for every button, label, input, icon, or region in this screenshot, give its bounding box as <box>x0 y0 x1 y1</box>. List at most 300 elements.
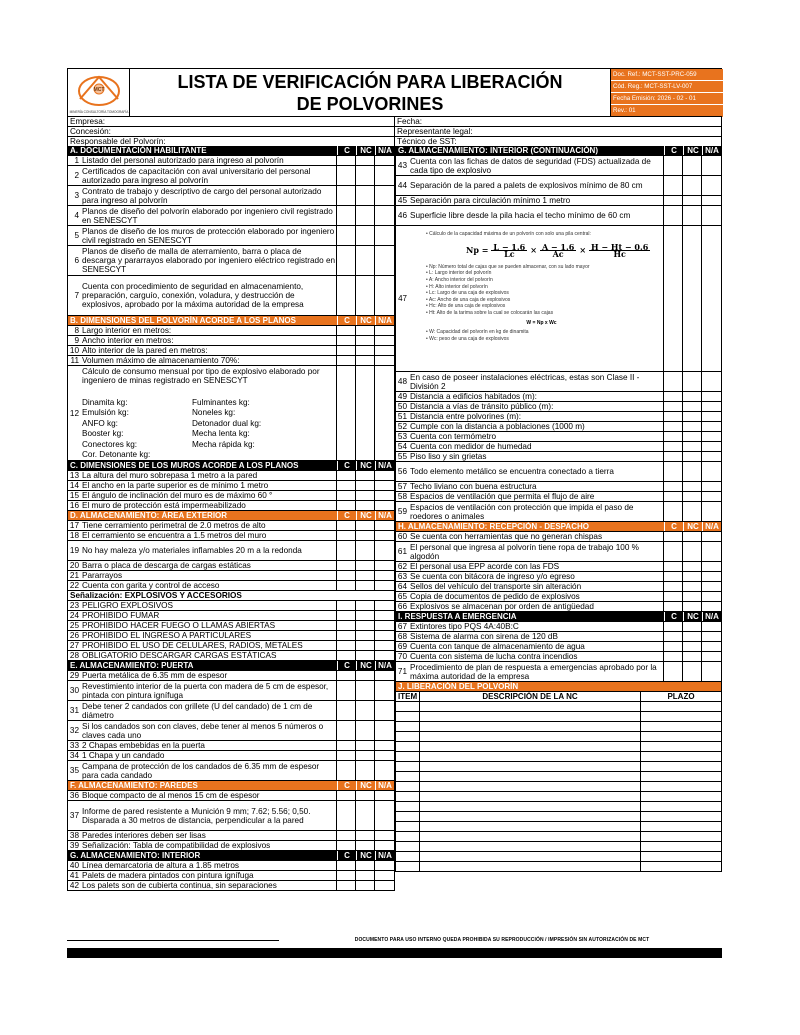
c-checkbox[interactable] <box>664 226 683 371</box>
na-checkbox[interactable] <box>375 356 394 365</box>
description-cell[interactable] <box>420 742 641 751</box>
description-cell[interactable] <box>420 802 641 811</box>
c-checkbox[interactable] <box>664 582 683 591</box>
na-checkbox[interactable] <box>375 871 394 880</box>
na-checkbox[interactable] <box>375 601 394 610</box>
na-checkbox[interactable] <box>375 571 394 580</box>
na-checkbox[interactable] <box>702 452 721 461</box>
checklist-row <box>395 532 722 542</box>
na-checkbox[interactable] <box>375 791 394 800</box>
na-checkbox[interactable] <box>702 176 721 195</box>
representante-field[interactable]: Representante legal: <box>395 127 721 137</box>
na-checkbox[interactable] <box>375 631 394 640</box>
c-checkbox[interactable] <box>664 206 683 225</box>
nc-checkbox[interactable] <box>356 881 375 890</box>
kg-field-right[interactable]: Detonador dual kg: <box>192 418 262 428</box>
item-cell[interactable] <box>396 782 420 791</box>
c-checkbox[interactable] <box>664 652 683 661</box>
formula-legend-item: • A: Ancho interior del polvorín <box>426 276 493 283</box>
na-checkbox[interactable] <box>702 392 721 401</box>
description-cell[interactable] <box>420 762 641 771</box>
checklist-row <box>395 372 722 392</box>
nc-checkbox[interactable] <box>683 432 702 441</box>
nc-checkbox[interactable] <box>356 326 375 335</box>
checklist-row <box>395 206 722 226</box>
nc-checkbox[interactable] <box>683 482 702 491</box>
na-checkbox[interactable] <box>375 641 394 650</box>
item-cell[interactable] <box>396 722 420 731</box>
na-checkbox[interactable] <box>702 462 721 481</box>
c-checkbox[interactable] <box>664 372 683 391</box>
nc-checkbox[interactable] <box>356 491 375 500</box>
nc-checkbox[interactable] <box>356 721 375 740</box>
plazo-cell[interactable] <box>641 712 721 721</box>
na-checkbox[interactable] <box>375 226 394 245</box>
na-checkbox[interactable] <box>375 491 394 500</box>
c-checkbox[interactable] <box>664 502 683 521</box>
na-checkbox[interactable] <box>375 481 394 490</box>
nc-checkbox[interactable] <box>356 156 375 165</box>
na-checkbox[interactable] <box>702 562 721 571</box>
na-checkbox[interactable] <box>375 881 394 890</box>
nc-checkbox[interactable] <box>356 581 375 590</box>
nc-checkbox[interactable] <box>356 346 375 355</box>
c-checkbox[interactable] <box>337 801 356 830</box>
nc-checkbox[interactable] <box>356 641 375 650</box>
c-checkbox[interactable] <box>337 881 356 890</box>
na-checkbox[interactable] <box>702 402 721 411</box>
description-cell[interactable] <box>420 752 641 761</box>
c-checkbox[interactable] <box>337 531 356 540</box>
nc-checkbox[interactable] <box>683 442 702 451</box>
section-header-i <box>395 612 722 622</box>
kg-field-right[interactable]: Fulminantes kg: <box>192 398 250 407</box>
plazo-cell[interactable] <box>641 832 721 841</box>
plazo-cell[interactable] <box>641 852 721 861</box>
nc-checkbox[interactable] <box>356 166 375 185</box>
plazo-cell[interactable] <box>641 842 721 851</box>
plazo-cell[interactable] <box>641 782 721 791</box>
plazo-cell[interactable] <box>641 752 721 761</box>
description-cell[interactable] <box>420 712 641 721</box>
na-checkbox[interactable] <box>702 652 721 661</box>
c-checkbox[interactable] <box>337 601 356 610</box>
na-checkbox[interactable] <box>702 226 721 371</box>
na-checkbox[interactable] <box>702 156 721 175</box>
na-checkbox[interactable] <box>702 632 721 641</box>
item-cell[interactable] <box>396 822 420 831</box>
nc-checkbox[interactable] <box>356 246 375 275</box>
item-number: 20 <box>69 561 79 570</box>
nc-checkbox[interactable] <box>683 412 702 421</box>
nc-checkbox[interactable] <box>683 206 702 225</box>
c-checkbox[interactable] <box>337 641 356 650</box>
nc-checkbox[interactable] <box>683 572 702 581</box>
na-checkbox[interactable] <box>702 206 721 225</box>
nc-checkbox[interactable] <box>683 502 702 521</box>
description-cell[interactable] <box>420 812 641 821</box>
item-text: Cálculo de consumo mensual por tipo de explosivo elaborado por ingeniero de minas registrado en SENESCYT <box>82 367 320 385</box>
c-checkbox[interactable] <box>337 276 356 315</box>
c-checkbox[interactable] <box>337 326 356 335</box>
kg-field-left[interactable]: Emulsión kg: <box>82 408 129 418</box>
na-checkbox[interactable] <box>375 801 394 830</box>
item-text: Planos de diseño de los muros de protección elaborado por ingeniero civil registrado en SENESCYT <box>80 226 337 245</box>
c-checkbox[interactable] <box>337 366 356 460</box>
kg-field-left[interactable]: ANFO kg: <box>82 418 118 428</box>
nc-checkbox[interactable] <box>683 196 702 205</box>
c-checkbox[interactable] <box>664 592 683 601</box>
na-checkbox[interactable] <box>375 541 394 560</box>
na-checkbox[interactable] <box>702 602 721 611</box>
na-checkbox[interactable] <box>375 621 394 630</box>
checklist-row <box>67 721 395 741</box>
item-cell[interactable] <box>396 862 420 871</box>
c-checkbox[interactable] <box>664 432 683 441</box>
item-cell[interactable] <box>396 732 420 741</box>
col-header-nc: NC <box>356 316 375 325</box>
c-checkbox[interactable] <box>337 631 356 640</box>
item-cell[interactable] <box>396 792 420 801</box>
c-checkbox[interactable] <box>337 671 356 680</box>
item-cell[interactable] <box>396 772 420 781</box>
kg-field-left[interactable]: Dinamita kg: <box>82 398 128 407</box>
na-checkbox[interactable] <box>375 671 394 680</box>
nc-checkbox[interactable] <box>683 562 702 571</box>
c-checkbox[interactable] <box>337 226 356 245</box>
na-checkbox[interactable] <box>375 166 394 185</box>
item-cell[interactable] <box>396 762 420 771</box>
c-checkbox[interactable] <box>664 622 683 631</box>
nc-checkbox[interactable] <box>356 611 375 620</box>
c-checkbox[interactable] <box>337 356 356 365</box>
item-cell[interactable] <box>396 852 420 861</box>
na-checkbox[interactable] <box>702 412 721 421</box>
nc-checkbox[interactable] <box>683 452 702 461</box>
na-checkbox[interactable] <box>375 206 394 225</box>
item-cell[interactable] <box>396 712 420 721</box>
plazo-cell[interactable] <box>641 792 721 801</box>
nc-checkbox[interactable] <box>683 462 702 481</box>
c-checkbox[interactable] <box>664 156 683 175</box>
plazo-cell[interactable] <box>641 762 721 771</box>
item-cell[interactable] <box>396 742 420 751</box>
na-checkbox[interactable] <box>375 276 394 315</box>
plazo-cell[interactable] <box>641 732 721 741</box>
description-cell[interactable] <box>420 862 641 871</box>
nc-checkbox[interactable] <box>683 632 702 641</box>
item-cell[interactable] <box>396 842 420 851</box>
nc-checkbox[interactable] <box>683 602 702 611</box>
na-checkbox[interactable] <box>375 561 394 570</box>
nc-checkbox[interactable] <box>356 681 375 700</box>
c-checkbox[interactable] <box>664 402 683 411</box>
c-checkbox[interactable] <box>337 491 356 500</box>
na-checkbox[interactable] <box>375 156 394 165</box>
c-checkbox[interactable] <box>337 471 356 480</box>
nc-checkbox[interactable] <box>683 392 702 401</box>
nc-checkbox[interactable] <box>356 861 375 870</box>
na-checkbox[interactable] <box>702 542 721 561</box>
plazo-cell[interactable] <box>641 772 721 781</box>
nc-checkbox[interactable] <box>356 761 375 780</box>
c-checkbox[interactable] <box>337 571 356 580</box>
c-checkbox[interactable] <box>664 462 683 481</box>
nc-checkbox[interactable] <box>356 501 375 510</box>
na-checkbox[interactable] <box>375 581 394 590</box>
na-checkbox[interactable] <box>375 861 394 870</box>
c-checkbox[interactable] <box>664 542 683 561</box>
description-cell[interactable] <box>420 782 641 791</box>
plazo-cell[interactable] <box>641 742 721 751</box>
kg-field-left[interactable]: Booster kg: <box>82 429 124 439</box>
na-checkbox[interactable] <box>375 751 394 760</box>
nc-checkbox[interactable] <box>683 402 702 411</box>
nc-checkbox[interactable] <box>356 571 375 580</box>
item-number: 56 <box>397 467 407 476</box>
nc-checkbox[interactable] <box>683 622 702 631</box>
nc-checkbox[interactable] <box>683 582 702 591</box>
na-checkbox[interactable] <box>702 492 721 501</box>
c-checkbox[interactable] <box>337 246 356 275</box>
plazo-cell[interactable] <box>641 822 721 831</box>
responsable-field[interactable]: Responsable del Polvorín: <box>68 137 394 147</box>
description-cell[interactable] <box>420 722 641 731</box>
c-checkbox[interactable] <box>337 761 356 780</box>
na-checkbox[interactable] <box>702 642 721 651</box>
c-checkbox[interactable] <box>337 791 356 800</box>
nc-checkbox[interactable] <box>356 801 375 830</box>
c-checkbox[interactable] <box>337 336 356 345</box>
na-checkbox[interactable] <box>375 501 394 510</box>
na-checkbox[interactable] <box>702 432 721 441</box>
description-cell[interactable] <box>420 842 641 851</box>
item-cell[interactable] <box>396 702 420 711</box>
na-checkbox[interactable] <box>375 366 394 460</box>
nc-checkbox[interactable] <box>356 621 375 630</box>
item-cell[interactable] <box>396 752 420 761</box>
kg-field-right[interactable]: Mecha lenta kg: <box>192 429 250 439</box>
c-checkbox[interactable] <box>337 721 356 740</box>
c-checkbox[interactable] <box>337 871 356 880</box>
c-checkbox[interactable] <box>664 392 683 401</box>
description-cell[interactable] <box>420 852 641 861</box>
na-checkbox[interactable] <box>375 741 394 750</box>
na-checkbox[interactable] <box>375 611 394 620</box>
nc-checkbox[interactable] <box>683 592 702 601</box>
c-checkbox[interactable] <box>337 346 356 355</box>
nc-checkbox[interactable] <box>356 561 375 570</box>
c-checkbox[interactable] <box>664 442 683 451</box>
na-checkbox[interactable] <box>375 831 394 840</box>
c-checkbox[interactable] <box>337 701 356 720</box>
c-checkbox[interactable] <box>337 751 356 760</box>
na-checkbox[interactable] <box>375 681 394 700</box>
c-checkbox[interactable] <box>664 632 683 641</box>
plazo-cell[interactable] <box>641 802 721 811</box>
na-checkbox[interactable] <box>375 246 394 275</box>
nc-checkbox[interactable] <box>356 521 375 530</box>
kg-field-right[interactable] <box>192 450 336 459</box>
c-checkbox[interactable] <box>664 602 683 611</box>
description-cell[interactable] <box>420 772 641 781</box>
c-checkbox[interactable] <box>664 562 683 571</box>
plazo-cell[interactable] <box>641 812 721 821</box>
liberation-row <box>395 792 722 802</box>
nc-checkbox[interactable] <box>683 542 702 561</box>
c-checkbox[interactable] <box>664 412 683 421</box>
c-checkbox[interactable] <box>337 681 356 700</box>
nc-checkbox[interactable] <box>683 532 702 541</box>
c-checkbox[interactable] <box>337 581 356 590</box>
c-checkbox[interactable] <box>337 541 356 560</box>
fecha-field[interactable]: Fecha: <box>395 117 721 127</box>
nc-checkbox[interactable] <box>356 186 375 205</box>
nc-checkbox[interactable] <box>356 751 375 760</box>
empresa-field[interactable]: Empresa: <box>68 117 394 127</box>
liberation-row <box>395 772 722 782</box>
nc-checkbox[interactable] <box>683 372 702 391</box>
plazo-cell[interactable] <box>641 702 721 711</box>
c-checkbox[interactable] <box>664 662 683 681</box>
nc-checkbox[interactable] <box>683 652 702 661</box>
nc-checkbox[interactable] <box>683 176 702 195</box>
item-cell[interactable] <box>396 812 420 821</box>
nc-checkbox[interactable] <box>356 841 375 850</box>
nc-checkbox[interactable] <box>356 831 375 840</box>
na-checkbox[interactable] <box>375 841 394 850</box>
c-checkbox[interactable] <box>337 741 356 750</box>
nc-checkbox[interactable] <box>683 492 702 501</box>
na-checkbox[interactable] <box>702 502 721 521</box>
c-checkbox[interactable] <box>664 452 683 461</box>
na-checkbox[interactable] <box>702 592 721 601</box>
nc-checkbox[interactable] <box>683 662 702 681</box>
c-checkbox[interactable] <box>337 861 356 870</box>
na-checkbox[interactable] <box>702 622 721 631</box>
c-checkbox[interactable] <box>337 831 356 840</box>
nc-checkbox[interactable] <box>356 631 375 640</box>
nc-checkbox[interactable] <box>356 741 375 750</box>
c-checkbox[interactable] <box>337 501 356 510</box>
nc-checkbox[interactable] <box>356 541 375 560</box>
c-checkbox[interactable] <box>337 611 356 620</box>
c-checkbox[interactable] <box>664 492 683 501</box>
c-checkbox[interactable] <box>664 482 683 491</box>
col-header-c: C <box>337 511 356 520</box>
na-checkbox[interactable] <box>375 531 394 540</box>
nc-checkbox[interactable] <box>356 471 375 480</box>
c-checkbox[interactable] <box>337 156 356 165</box>
na-checkbox[interactable] <box>702 662 721 681</box>
c-checkbox[interactable] <box>664 422 683 431</box>
item-cell[interactable] <box>396 832 420 841</box>
description-cell[interactable] <box>420 792 641 801</box>
c-checkbox[interactable] <box>664 196 683 205</box>
na-checkbox[interactable] <box>375 761 394 780</box>
na-checkbox[interactable] <box>702 582 721 591</box>
nc-checkbox[interactable] <box>356 601 375 610</box>
c-checkbox[interactable] <box>664 176 683 195</box>
c-checkbox[interactable] <box>337 166 356 185</box>
nc-checkbox[interactable] <box>683 226 702 371</box>
c-checkbox[interactable] <box>337 621 356 630</box>
na-checkbox[interactable] <box>375 521 394 530</box>
c-checkbox[interactable] <box>337 186 356 205</box>
description-cell[interactable] <box>420 832 641 841</box>
na-checkbox[interactable] <box>702 482 721 491</box>
nc-checkbox[interactable] <box>356 276 375 315</box>
tecnico-field[interactable]: Técnico de SST: <box>395 137 721 147</box>
nc-checkbox[interactable] <box>356 651 375 660</box>
nc-checkbox[interactable] <box>356 366 375 460</box>
plazo-cell[interactable] <box>641 862 721 871</box>
na-checkbox[interactable] <box>375 701 394 720</box>
nc-checkbox[interactable] <box>356 481 375 490</box>
na-checkbox[interactable] <box>702 196 721 205</box>
kg-field-right[interactable]: Mecha rápida kg: <box>192 439 255 449</box>
nc-checkbox[interactable] <box>683 642 702 651</box>
c-checkbox[interactable] <box>664 572 683 581</box>
na-checkbox[interactable] <box>375 336 394 345</box>
nc-checkbox[interactable] <box>683 422 702 431</box>
nc-checkbox[interactable] <box>356 671 375 680</box>
checklist-row <box>67 761 395 781</box>
c-checkbox[interactable] <box>337 206 356 225</box>
nc-checkbox[interactable] <box>356 336 375 345</box>
concesion-field[interactable]: Concesión: <box>68 127 394 137</box>
c-checkbox[interactable] <box>337 481 356 490</box>
na-checkbox[interactable] <box>375 346 394 355</box>
kg-field-right[interactable]: Noneles kg: <box>192 408 236 418</box>
checklist-row <box>395 196 722 206</box>
nc-checkbox[interactable] <box>356 226 375 245</box>
c-checkbox[interactable] <box>664 642 683 651</box>
c-checkbox[interactable] <box>337 651 356 660</box>
na-checkbox[interactable] <box>375 326 394 335</box>
kg-field-left[interactable]: Conectores kg: <box>82 439 138 449</box>
c-checkbox[interactable] <box>664 532 683 541</box>
na-checkbox[interactable] <box>702 422 721 431</box>
na-checkbox[interactable] <box>702 572 721 581</box>
na-checkbox[interactable] <box>375 471 394 480</box>
nc-checkbox[interactable] <box>356 871 375 880</box>
item-cell[interactable] <box>396 802 420 811</box>
description-cell[interactable] <box>420 822 641 831</box>
item-text: Bloque compacto de al menos 15 cm de espesor <box>80 791 337 800</box>
c-checkbox[interactable] <box>337 561 356 570</box>
na-checkbox[interactable] <box>375 186 394 205</box>
item-text: Tiene cerramiento perimetral de 2.0 metros de alto <box>80 521 337 530</box>
description-cell[interactable] <box>420 732 641 741</box>
kg-field-left[interactable]: Cor. Detonante kg: <box>82 449 151 459</box>
nc-checkbox[interactable] <box>356 531 375 540</box>
na-checkbox[interactable] <box>375 721 394 740</box>
nc-checkbox[interactable] <box>356 206 375 225</box>
na-checkbox[interactable] <box>702 532 721 541</box>
nc-checkbox[interactable] <box>356 701 375 720</box>
nc-checkbox[interactable] <box>356 356 375 365</box>
nc-checkbox[interactable] <box>356 791 375 800</box>
c-checkbox[interactable] <box>337 521 356 530</box>
na-checkbox[interactable] <box>375 651 394 660</box>
plazo-cell[interactable] <box>641 722 721 731</box>
na-checkbox[interactable] <box>702 442 721 451</box>
c-checkbox[interactable] <box>337 841 356 850</box>
nc-checkbox[interactable] <box>683 156 702 175</box>
description-cell[interactable] <box>420 702 641 711</box>
na-checkbox[interactable] <box>702 372 721 391</box>
